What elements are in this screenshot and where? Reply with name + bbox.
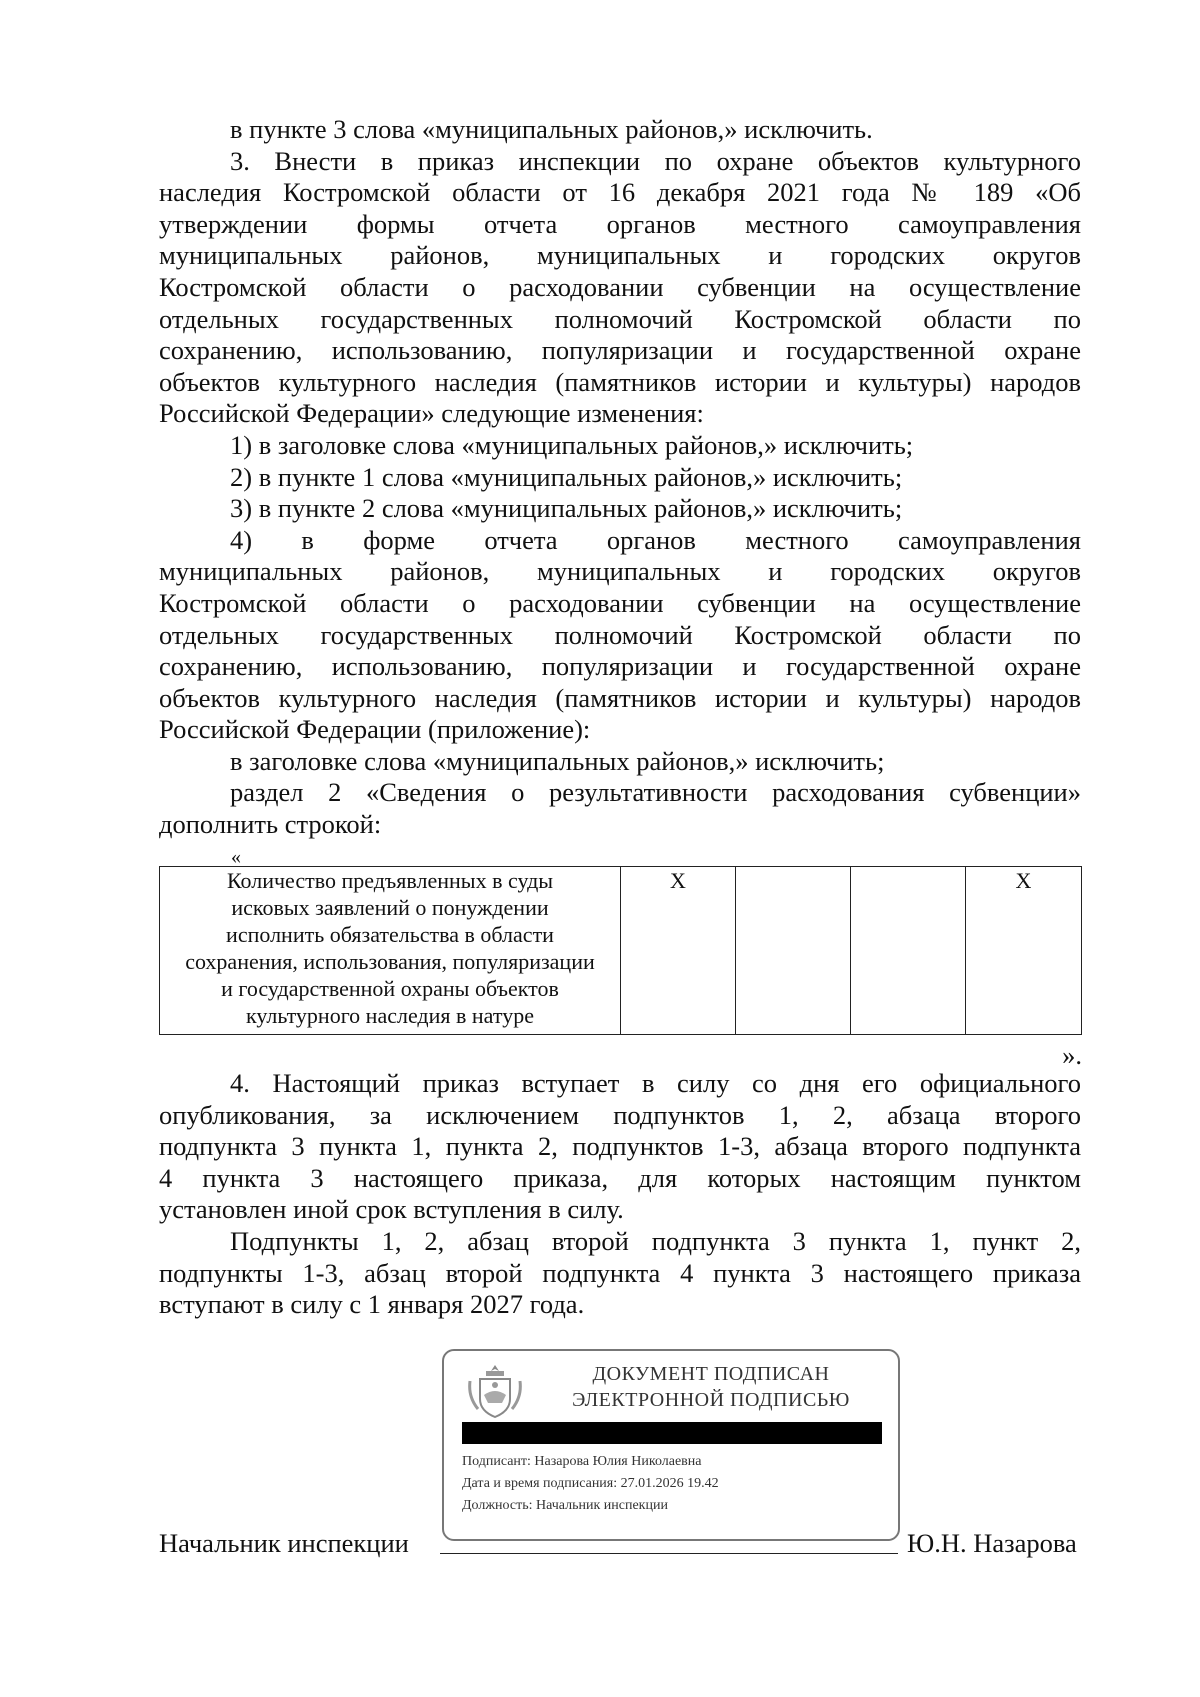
table-row: [160, 867, 1082, 1035]
stamp-title-line-2: ЭЛЕКТРОННОЙ ПОДПИСЬЮ: [572, 1389, 850, 1411]
list-item-3: 3) в пункте 2 слова «муниципальных районов,» исключить;: [230, 493, 903, 524]
p4-line-2: опубликования, за исключением подпунктов 1, 2, абзаца второго: [159, 1099, 1081, 1130]
p3-line-1: 3. Внести в приказ инспекции по охране объектов культурного: [230, 145, 1081, 176]
p3-line-3: утверждении формы отчета органов местного самоуправления: [159, 208, 1081, 239]
cell-line-2: исковых заявлений о понуждении: [231, 895, 549, 920]
item4-line-2: муниципальных районов, муниципальных и городских округов: [159, 556, 1081, 587]
stamp-title-line-1: ДОКУМЕНТ ПОДПИСАН: [592, 1363, 830, 1385]
document-body-top: [159, 114, 1081, 841]
item4-line-3: Костромской области о расходовании субвенции на осуществление: [159, 587, 1081, 618]
p3-line-7: сохранению, использованию, популяризации и государственной охране: [159, 335, 1081, 366]
cell-line-6: культурного наследия в натуре: [246, 1003, 534, 1028]
stamp-signer: Подписант: Назарова Юлия Николаевна: [462, 1454, 702, 1469]
table-cell-col3: [736, 867, 851, 1035]
inserted-table-row: [159, 866, 1082, 1035]
p4-line-4: 4 пункта 3 настоящего приказа, для которых настоящим пунктом: [159, 1162, 1081, 1193]
table-cell-col4: [851, 867, 966, 1035]
document-body-bottom: [159, 1068, 1081, 1321]
p4-line-5: установлен иной срок вступления в силу.: [159, 1194, 624, 1225]
p4-line-1: 4. Настоящий приказ вступает в силу со дня его официального: [230, 1068, 1081, 1098]
p3-line-5: Костромской области о расходовании субвенции на осуществление: [159, 271, 1081, 302]
stamp-datetime: Дата и время подписания: 27.01.2026 19.42: [462, 1476, 719, 1491]
cell-line-1: Количество предъявленных в суды: [226, 868, 554, 893]
p3-line-9: Российской Федерации» следующие изменения:: [159, 398, 704, 429]
table-cell-indicator: [160, 867, 621, 1035]
electronic-signature-stamp: [442, 1349, 900, 1541]
quote-close: ».: [1062, 1040, 1082, 1070]
item4-line-4: отдельных государственных полномочий Костромской области по: [159, 619, 1081, 650]
item4-sub-1: в заголовке слова «муниципальных районов,» исключить;: [230, 745, 885, 776]
kostroma-coat-of-arms-icon: [462, 1361, 528, 1421]
cell-line-4: сохранения, использования, популяризации: [185, 949, 595, 974]
quote-open: «: [231, 846, 241, 868]
stamp-position: Должность: Начальник инспекции: [462, 1498, 668, 1513]
item4-line-6: объектов культурного наследия (памятников истории и культуры) народов: [159, 682, 1081, 713]
cell-line-3: исполнить обязательства в области: [226, 922, 554, 947]
p3-line-6: отдельных государственных полномочий Костромской области по: [159, 303, 1081, 334]
p3-line-8: объектов культурного наследия (памятников истории и культуры) народов: [159, 366, 1081, 397]
certificate-bar: [462, 1422, 882, 1444]
p5-line-1: Подпункты 1, 2, абзац второй подпункта 3 пункта 1, пункт 2,: [230, 1225, 1081, 1256]
table-cell-col2: Х: [621, 867, 736, 1035]
signatory-title: Начальник инспекции: [159, 1528, 409, 1558]
p3-line-4: муниципальных районов, муниципальных и городских округов: [159, 240, 1081, 271]
item4-line-7: Российской Федерации (приложение):: [159, 714, 591, 745]
item4-sub-2: [159, 777, 1081, 840]
p4-line-3: подпункта 3 пункта 1, пункта 2, подпунктов 1-3, абзаца второго подпункта: [159, 1131, 1081, 1162]
item4-sub2-line-1: раздел 2 «Сведения о результативности расходования субвенции»: [230, 777, 1081, 808]
item4-sub2-line-2: дополнить строкой:: [159, 809, 382, 840]
signature-line: [440, 1553, 898, 1554]
item4-line-5: сохранению, использованию, популяризации и государственной охране: [159, 651, 1081, 682]
signatory-name: Ю.Н. Назарова: [907, 1528, 1077, 1558]
cell-line-5: и государственной охраны объектов: [221, 976, 559, 1001]
list-item-2: 2) в пункте 1 слова «муниципальных районов,» исключить;: [230, 461, 903, 492]
p3-line-2: наследия Костромской области от 16 декабря 2021 года № 189 «Об: [159, 177, 1081, 208]
list-item-4: [159, 525, 1081, 746]
paragraph-4: [159, 1068, 1081, 1226]
paragraph-intro: в пункте 3 слова «муниципальных районов,» исключить.: [230, 114, 873, 144]
p5-line-2: подпункты 1-3, абзац второй подпункта 4 пункта 3 настоящего приказа: [159, 1257, 1081, 1288]
p5-line-3: вступают в силу с 1 января 2027 года.: [159, 1289, 585, 1320]
list-item-1: 1) в заголовке слова «муниципальных районов,» исключить;: [230, 429, 914, 460]
item4-line-1: 4) в форме отчета органов местного самоуправления: [230, 524, 1081, 555]
paragraph-5: [159, 1226, 1081, 1321]
paragraph-3: [159, 146, 1081, 430]
table-cell-col5: Х: [966, 867, 1082, 1035]
